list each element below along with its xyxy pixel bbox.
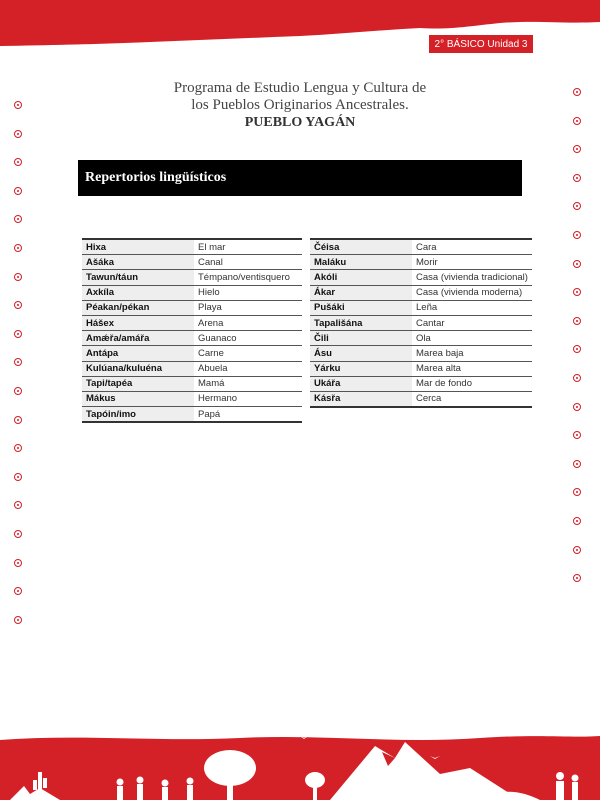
dot-ornament: [14, 301, 22, 309]
yagan-word: Hixa: [82, 239, 194, 255]
vocabulary-row: [310, 285, 532, 300]
vocabulary-row: [82, 407, 302, 423]
vocabulary-row: [82, 255, 302, 270]
spanish-meaning: Papá: [194, 407, 302, 423]
spanish-meaning: Casa (vivienda tradicional): [412, 270, 532, 285]
yagan-word: Maláku: [310, 255, 412, 270]
spanish-meaning: Cerca: [412, 391, 532, 407]
yagan-word: Tawun/táun: [82, 270, 194, 285]
dot-ornament: [14, 187, 22, 195]
dot-ornament: [573, 231, 581, 239]
vocabulary-table-left: [82, 238, 302, 423]
dot-ornament: [573, 317, 581, 325]
vocabulary-row: [82, 300, 302, 315]
spanish-meaning: Marea alta: [412, 361, 532, 376]
spanish-meaning: Abuela: [194, 361, 302, 376]
vocabulary-row: [310, 239, 532, 255]
yagan-word: Akóli: [310, 270, 412, 285]
spanish-meaning: Marea baja: [412, 346, 532, 361]
dot-ornament: [573, 202, 581, 210]
header-line-1: Programa de Estudio Lengua y Cultura de: [173, 80, 427, 96]
vocabulary-row: [82, 331, 302, 346]
dot-ornament: [573, 345, 581, 353]
spanish-meaning: Mamá: [194, 376, 302, 391]
section-title: Repertorios lingüísticos: [85, 170, 227, 185]
spanish-meaning: Témpano/ventisquero: [194, 270, 302, 285]
yagan-word: Tapi/tapéa: [82, 376, 194, 391]
document-header: [0, 80, 600, 131]
dot-ornament: [573, 488, 581, 496]
spanish-meaning: Cantar: [412, 315, 532, 330]
dot-ornament: [14, 416, 22, 424]
vocabulary-row: [310, 270, 532, 285]
vocabulary-row: [82, 391, 302, 406]
yagan-word: Čili: [310, 331, 412, 346]
vocabulary-row: [82, 315, 302, 330]
yagan-word: Hášex: [82, 315, 194, 330]
yagan-word: Péakan/pékan: [82, 300, 194, 315]
spanish-meaning: Hielo: [194, 285, 302, 300]
dot-ornament: [14, 244, 22, 252]
spanish-meaning: El mar: [194, 239, 302, 255]
yagan-word: Kásřa: [310, 391, 412, 407]
dot-ornament: [14, 158, 22, 166]
vocabulary-table-right: [310, 238, 532, 408]
spanish-meaning: Cara: [412, 239, 532, 255]
vocabulary-row: [310, 315, 532, 330]
dot-ornament: [573, 374, 581, 382]
vocabulary-row: [310, 361, 532, 376]
spanish-meaning: Morir: [412, 255, 532, 270]
vocabulary-row: [310, 255, 532, 270]
dot-ornament: [573, 88, 581, 96]
spanish-meaning: Ola: [412, 331, 532, 346]
yagan-word: Čéisa: [310, 239, 412, 255]
dot-ornament: [14, 330, 22, 338]
dot-ornament: [14, 530, 22, 538]
dot-ornament: [573, 546, 581, 554]
yagan-word: Ašáka: [82, 255, 194, 270]
vocabulary-row: [82, 376, 302, 391]
vocabulary-row: [310, 300, 532, 315]
vocabulary-row: [310, 391, 532, 407]
yagan-word: Tapališána: [310, 315, 412, 330]
yagan-word: Tapóin/imo: [82, 407, 194, 423]
yagan-word: Mákus: [82, 391, 194, 406]
dot-ornament: [14, 473, 22, 481]
dot-ornament: [14, 387, 22, 395]
dot-ornament: [573, 117, 581, 125]
yagan-word: Ákar: [310, 285, 412, 300]
vocabulary-row: [82, 270, 302, 285]
spanish-meaning: Carne: [194, 346, 302, 361]
yagan-word: Antápa: [82, 346, 194, 361]
dot-ornament: [573, 574, 581, 582]
yagan-word: Ásu: [310, 346, 412, 361]
dot-ornament: [14, 273, 22, 281]
dot-ornament: [14, 587, 22, 595]
dot-ornament: [573, 517, 581, 525]
yagan-word: Kulúana/kuluéna: [82, 361, 194, 376]
spanish-meaning: Hermano: [194, 391, 302, 406]
dot-ornament: [573, 403, 581, 411]
yagan-word: Ukářa: [310, 376, 412, 391]
vocabulary-row: [82, 346, 302, 361]
unit-badge: 2° BÁSICO Unidad 3: [428, 34, 534, 54]
dot-ornament: [573, 431, 581, 439]
dot-ornament: [573, 288, 581, 296]
spanish-meaning: Guanaco: [194, 331, 302, 346]
header-title: PUEBLO YAGÁN: [244, 115, 356, 130]
vocabulary-row: [82, 361, 302, 376]
dot-ornament: [14, 215, 22, 223]
dot-ornament: [14, 501, 22, 509]
yagan-word: Pušáki: [310, 300, 412, 315]
dot-ornament: [573, 174, 581, 182]
bottom-decorative-band: [0, 728, 600, 800]
dot-ornament: [573, 260, 581, 268]
vocabulary-row: [310, 376, 532, 391]
spanish-meaning: Leña: [412, 300, 532, 315]
dot-ornament: [14, 358, 22, 366]
dot-ornament: [14, 101, 22, 109]
dot-ornament: [573, 145, 581, 153]
spanish-meaning: Casa (vivienda moderna): [412, 285, 532, 300]
vocabulary-row: [82, 239, 302, 255]
yagan-word: Yárku: [310, 361, 412, 376]
vocabulary-row: [310, 331, 532, 346]
header-line-2: los Pueblos Originarios Ancestrales.: [191, 97, 409, 113]
dot-ornament: [573, 460, 581, 468]
spanish-meaning: Playa: [194, 300, 302, 315]
yagan-word: Amǽřa/amářa: [82, 331, 194, 346]
dot-ornament: [14, 616, 22, 624]
dot-ornament: [14, 559, 22, 567]
spanish-meaning: Canal: [194, 255, 302, 270]
dot-ornament: [14, 130, 22, 138]
spanish-meaning: Arena: [194, 315, 302, 330]
yagan-word: Axkíla: [82, 285, 194, 300]
vocabulary-row: [310, 346, 532, 361]
section-title-bar: [78, 160, 522, 196]
vocabulary-row: [82, 285, 302, 300]
dot-ornament: [14, 444, 22, 452]
spanish-meaning: Mar de fondo: [412, 376, 532, 391]
